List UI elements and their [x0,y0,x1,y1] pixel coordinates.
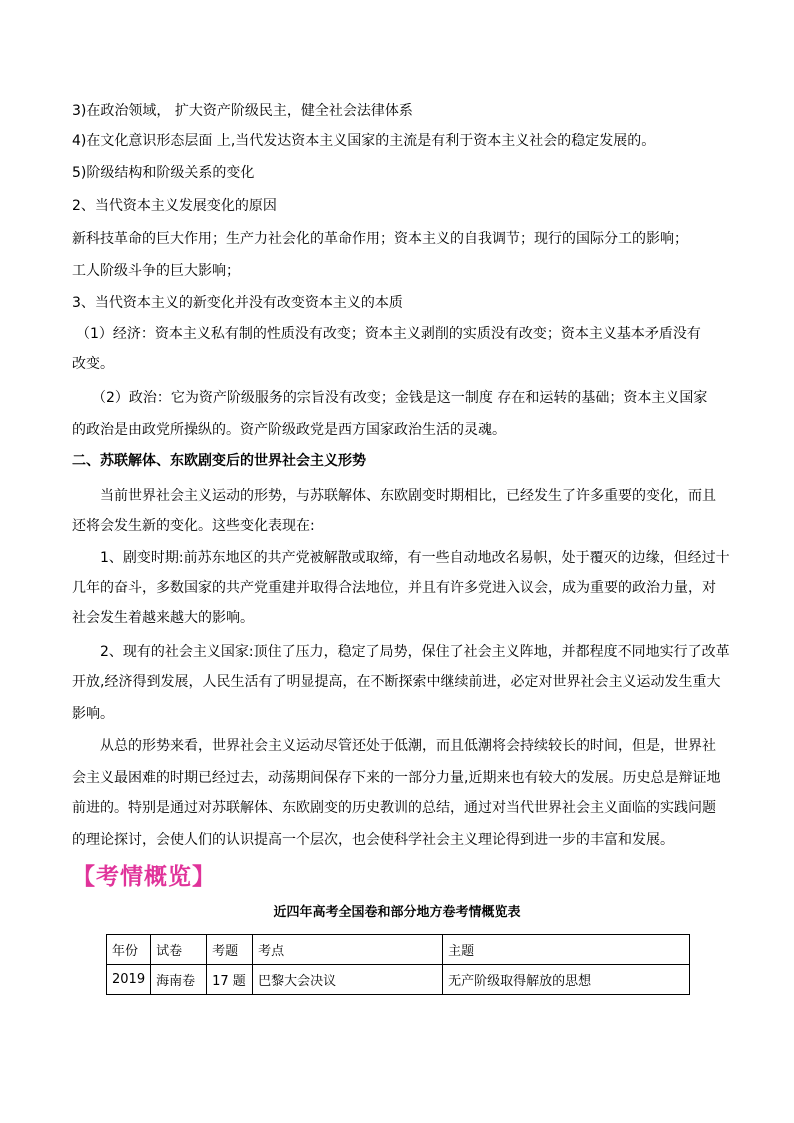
header-topic: 考点 [253,935,443,965]
paragraph-line: 4)在文化意识形态层面 上,当代发达资本主义国家的主流是有利于资本主义社会的稳定发展的。 [72,133,656,149]
paragraph-line: 社会发生着越来越大的影响。 [72,610,254,626]
paragraph-line: 前进的。特别是通过对苏联解体、东欧剧变的历史教训的总结，通过对当代世界社会主义面临的实践问题 [72,800,716,816]
cell-theme: 无产阶级取得解放的思想 [443,965,690,995]
paragraph-line: 影响。 [72,706,114,722]
paragraph-line: 还将会发生新的变化。这些变化表现在: [72,518,315,534]
section-banner: 【考情概览】 [72,864,216,890]
section-heading: 2、当代资本主义发展变化的原因 [72,198,277,214]
paragraph-line: 当前世界社会主义运动的形势，与苏联解体、东欧剧变时期相比，已经发生了许多重要的变化，而且 [100,488,716,504]
paragraph-line: （2）政治：它为资产阶级服务的宗旨没有改变；金钱是这一制度 存在和运转的基础；资本主义国家 [92,390,708,406]
paragraph-line: 开放,经济得到发展，人民生活有了明显提高，在不断探索中继续前进，必定对世界社会主义运动发生重大 [72,674,721,690]
paragraph-line: 2、现有的社会主义国家:顶住了压力，稳定了局势，保住了社会主义阵地，并都程度不同地实行了改革 [100,644,730,660]
paragraph-line: 3)在政治领域， 扩大资产阶级民主，健全社会法律体系 [72,103,413,119]
paragraph-line: 新科技革命的巨大作用；生产力社会化的革命作用；资本主义的自我调节；现行的国际分工的影响； [72,231,688,247]
header-year: 年份 [107,935,151,965]
exam-overview-table [106,934,690,995]
cell-topic: 巴黎大会决议 [253,965,443,995]
paragraph-line: 5)阶级结构和阶级关系的变化 [72,165,255,181]
section-title: 二、苏联解体、东欧剧变后的世界社会主义形势 [72,453,366,469]
header-paper: 试卷 [151,935,207,965]
paragraph-line: 工人阶级斗争的巨大影响； [72,263,240,279]
paragraph-line: （1）经济：资本主义私有制的性质没有改变；资本主义剥削的实质没有改变；资本主义基本矛盾没有 [76,326,701,342]
paragraph-line: 改变。 [72,356,114,372]
paragraph-line: 1、剧变时期:前苏东地区的共产党被解散或取缔，有一些自动地改名易帜，处于覆灭的边缘，但经过十 [100,550,730,566]
paragraph-line: 的理论探讨，会使人们的认识提高一个层次，也会使科学社会主义理论得到进一步的丰富和发展。 [72,832,674,848]
table-header-row [107,935,690,965]
header-question: 考题 [207,935,253,965]
cell-paper: 海南卷 [151,965,207,995]
table-title: 近四年高考全国卷和部分地方卷考情概览表 [273,905,521,920]
paragraph-line: 从总的形势来看，世界社会主义运动尽管还处于低潮，而且低潮将会持续较长的时间，但是，世界社 [100,738,716,754]
cell-question: 17 题 [207,965,253,995]
paragraph-line: 的政治是由政党所操纵的。资产阶级政党是西方国家政治生活的灵魂。 [72,422,506,438]
paragraph-line: 会主义最困难的时期已经过去，动荡期间保存下来的一部分力量,近期来也有较大的发展。历史总是辩证地 [72,770,721,786]
section-heading: 3、当代资本主义的新变化并没有改变资本主义的本质 [72,295,403,311]
paragraph-line: 几年的奋斗，多数国家的共产党重建并取得合法地位，并且有许多党进入议会，成为重要的政治力量，对 [72,580,716,596]
table-row [107,965,690,995]
cell-year: 2019 [107,965,151,995]
header-theme: 主题 [443,935,690,965]
